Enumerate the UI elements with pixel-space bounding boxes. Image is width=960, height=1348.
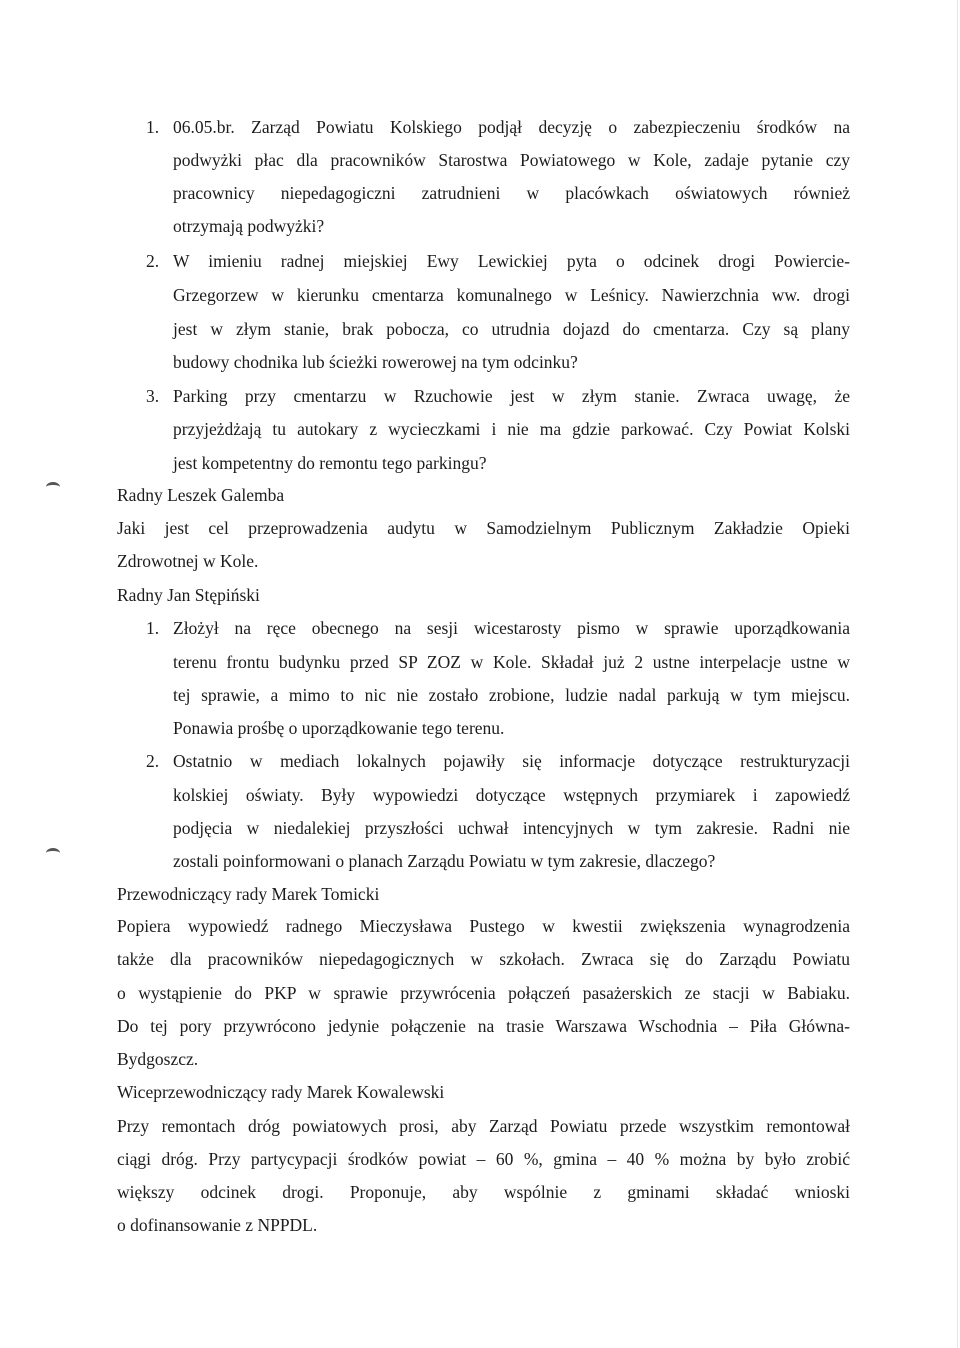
scan-edge (957, 0, 958, 1348)
text-line: także dla pracowników niepedagogicznych w szkołach. Zwraca się do Zarządu Powiatu (117, 949, 850, 969)
text-line: Ostatnio w mediach lokalnych pojawiły się informacje dotyczące restrukturyzacji (173, 751, 850, 771)
text-line: Jaki jest cel przeprowadzenia audytu w Samodzielnym Publicznym Zakładzie Opieki (117, 518, 850, 538)
text-line: jest w złym stanie, brak pobocza, co utrudnia dojazd do cmentarza. Czy są plany (173, 319, 850, 339)
text-line: pracownicy niepedagogiczni zatrudnieni w placówkach oświatowych również (173, 183, 850, 203)
speaker-heading: Przewodniczący rady Marek Tomicki (117, 884, 380, 904)
text-line: tej sprawie, a mimo to nic nie zostało zrobione, ludzie nadal parkują w tym miejscu. (173, 685, 850, 705)
text-line: podwyżki płac dla pracowników Starostwa Powiatowego w Kole, zadaje pytanie czy (173, 150, 850, 170)
text-line: Do tej pory przywrócono jedynie połączenie na trasie Warszawa Wschodnia – Piła Główna- (117, 1016, 850, 1036)
text-line: Parking przy cmentarzu w Rzuchowie jest w złym stanie. Zwraca uwagę, że (173, 386, 850, 406)
text-line: W imieniu radnej miejskiej Ewy Lewickiej pyta o odcinek drogi Powiercie- (173, 251, 850, 271)
text-line: o dofinansowanie z NPPDL. (117, 1215, 318, 1235)
list-number: 1. (146, 618, 160, 638)
text-line: 06.05.br. Zarząd Powiatu Kolskiego podjął decyzję o zabezpieczeniu środków na (173, 117, 850, 137)
text-line: terenu frontu budynku przed SP ZOZ w Kole. Składał już 2 ustne interpelacje ustne w (173, 652, 850, 672)
text-line: Popiera wypowiedź radnego Mieczysława Pustego w kwestii zwiększenia wynagrodzenia (117, 916, 850, 936)
text-line: Przy remontach dróg powiatowych prosi, aby Zarząd Powiatu przede wszystkim remontował (117, 1116, 850, 1136)
text-line: większy odcinek drogi. Proponuje, aby wspólnie z gminami składać wnioski (117, 1182, 850, 1202)
text-line: budowy chodnika lub ścieżki rowerowej na tym odcinku? (173, 352, 578, 372)
list-number: 3. (146, 386, 160, 406)
speaker-heading: Radny Jan Stępiński (117, 585, 260, 605)
list-number: 2. (146, 251, 160, 271)
text-line: Ponawia prośbę o uporządkowanie tego terenu. (173, 718, 505, 738)
speaker-heading: Radny Leszek Galemba (117, 485, 285, 505)
punch-hole-mark (46, 848, 60, 858)
text-line: kolskiej oświaty. Były wypowiedzi dotyczące wstępnych przymiarek i zapowiedź (173, 785, 850, 805)
list-number: 2. (146, 751, 160, 771)
text-line: Złożył na ręce obecnego na sesji wicestarosty pismo w sprawie uporządkowania (173, 618, 850, 638)
text-line: otrzymają podwyżki? (173, 216, 325, 236)
text-line: ciągi dróg. Przy partycypacji środków powiat – 60 %, gmina – 40 % można by było zrobić (117, 1149, 850, 1169)
text-line: o wystąpienie do PKP w sprawie przywrócenia połączeń pasażerskich ze stacji w Babiaku. (117, 983, 850, 1003)
list-number: 1. (146, 117, 160, 137)
text-line: Grzegorzew w kierunku cmentarza komunalnego w Leśnicy. Nawierzchnia ww. drogi (173, 285, 850, 305)
speaker-heading: Wiceprzewodniczący rady Marek Kowalewski (117, 1082, 445, 1102)
text-line: jest kompetentny do remontu tego parkingu? (173, 453, 487, 473)
text-line: zostali poinformowani o planach Zarządu Powiatu w tym zakresie, dlaczego? (173, 851, 716, 871)
text-line: przyjeżdżają tu autokary z wycieczkami i nie ma gdzie parkować. Czy Powiat Kolski (173, 419, 850, 439)
text-line: Bydgoszcz. (117, 1049, 199, 1069)
text-line: podjęcia w niedalekiej przyszłości uchwał intencyjnych w tym zakresie. Radni nie (173, 818, 850, 838)
punch-hole-mark (46, 482, 60, 492)
text-line: Zdrowotnej w Kole. (117, 551, 259, 571)
